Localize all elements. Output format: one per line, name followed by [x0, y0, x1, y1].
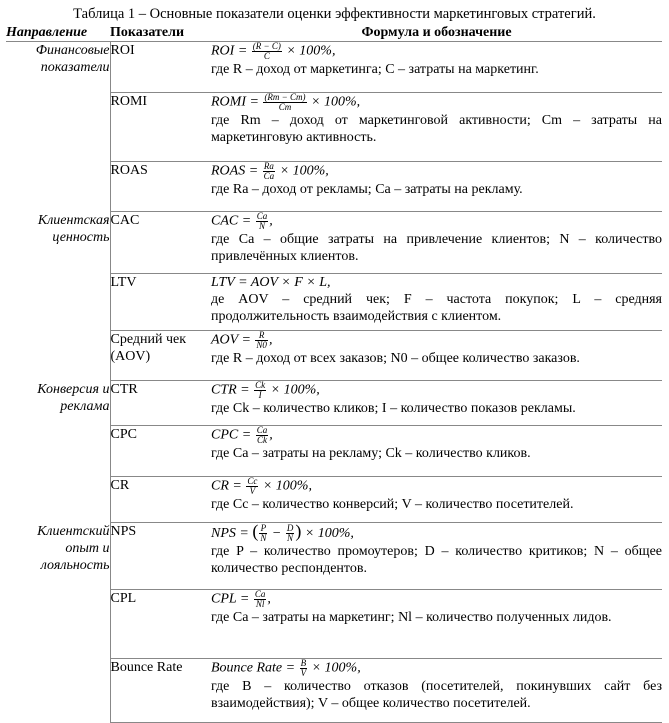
formula-cell: [211, 212, 662, 274]
formula: CPL = $\frac{Ca}{Nl}$ ,: [211, 589, 271, 609]
table-row: [6, 523, 662, 590]
formula-description: где Ca – общие затраты на привлечение клиентов; N – количество привлечённых клиентов.: [211, 232, 662, 264]
formula-cell: [211, 331, 662, 381]
header-indicators: Показатели: [110, 24, 211, 42]
fraction: $\frac{Ca}{Nl}$: [254, 589, 266, 609]
formula-description: где Ck – количество кликов; I – количество показов рекламы.: [211, 401, 576, 416]
fraction: $\frac{Ck}{I}$: [255, 380, 266, 400]
formula-cell: [211, 477, 662, 523]
fraction: $\frac{(R - C)}{C}$: [252, 41, 281, 61]
group-conversion: Конверсия и реклама: [37, 381, 110, 414]
indicator-name: NPS: [110, 523, 211, 590]
formula: AOV = $\frac{R}{N0}$ ,: [211, 330, 273, 350]
formula: ROAS = $\frac{Ra}{Ca}$ × 100%,: [211, 161, 329, 181]
group-financial: Финансовые показатели: [35, 43, 110, 75]
formula-cell: [211, 426, 662, 477]
indicator-name: CPL: [110, 590, 211, 659]
header-formula: Формула и обозначение: [211, 24, 662, 42]
formula-cell: [211, 381, 662, 426]
formula-cell: [211, 523, 662, 590]
header-direction: Направление: [6, 24, 110, 42]
fraction: $\frac{(Rm - Cm)}{Cm}$: [264, 92, 306, 112]
indicator-name: ROI: [110, 42, 211, 93]
formula: ROMI = $\frac{(Rm - Cm)}{Cm}$ × 100%,: [211, 92, 361, 112]
formula: NPS = ( $\frac{P}{N}$ − $\frac{D}{N}$ ) × 100%,: [211, 521, 354, 544]
indicator-name: CR: [110, 477, 211, 523]
fraction: $\frac{D}{N}$: [286, 523, 294, 544]
fraction: $\frac{Ra}{Ca}$: [263, 161, 275, 181]
indicator-name: Средний чек (AOV): [110, 331, 211, 381]
formula-cell: [211, 42, 662, 93]
indicator-name: ROAS: [110, 162, 211, 212]
formula-description: где R – доход от всех заказов; N0 – общее количество заказов.: [211, 351, 580, 366]
formula-description: где Ca – затраты на маркетинг; Nl – количество полученных лидов.: [211, 610, 612, 625]
formula: Bounce Rate = $\frac{B}{V}$ × 100%,: [211, 658, 361, 678]
indicator-name: Bounce Rate: [110, 659, 211, 723]
formula-description: де AOV – средний чек; F – частота покупок; L – средняя продолжительность взаимодействия с клиентом.: [211, 292, 662, 324]
fraction: $\frac{Cc}{V}$: [247, 476, 258, 496]
formula-description: где Cc – количество конверсий; V – количество посетителей.: [211, 497, 574, 512]
fraction: $\frac{Ca}{N}$: [256, 211, 268, 231]
formula-cell: [211, 590, 662, 659]
formula-description: где B – количество отказов (посетителей, покинувших сайт без взаимодействия); V – общее количество посетителей.: [211, 679, 662, 711]
table-row: [6, 212, 662, 274]
formula-cell: [211, 162, 662, 212]
formula: CR = $\frac{Cc}{V}$ × 100%,: [211, 476, 312, 496]
formula: ROI = $\frac{(R - C)}{C}$ × 100%,: [211, 41, 336, 61]
formula-description: где Ca – затраты на рекламу; Ck – количество кликов.: [211, 446, 531, 461]
fraction: $\frac{P}{N}$: [260, 523, 267, 544]
indicator-name: ROMI: [110, 93, 211, 162]
formula-description: где P – количество промоутеров; D – количество критиков; N – общее количество респондентов.: [211, 544, 662, 577]
formula: CTR = $\frac{Ck}{I}$ × 100%,: [211, 380, 320, 400]
formula-cell: [211, 93, 662, 162]
table-caption: Таблица 1 – Основные показатели оценки эффективности маркетинговых стратегий.: [73, 6, 596, 22]
formula: CAC = $\frac{Ca}{N}$ ,: [211, 211, 273, 231]
formula-description: где Ra – доход от рекламы; Ca – затраты на рекламу.: [211, 182, 523, 197]
table-row: [6, 42, 662, 93]
fraction: $\frac{Ca}{Ck}$: [256, 425, 268, 445]
fraction: $\frac{B}{V}$: [300, 658, 307, 678]
indicators-table: [6, 24, 662, 723]
indicator-name: CTR: [110, 381, 211, 426]
table-row: [6, 381, 662, 426]
formula: CPC = $\frac{Ca}{Ck}$ ,: [211, 425, 273, 445]
formula-cell: [211, 659, 662, 723]
group-client-value: Клиентская ценность: [37, 212, 110, 245]
formula-cell: [211, 274, 662, 331]
indicator-name: LTV: [110, 274, 211, 331]
formula: LTV = AOV × F × L,: [211, 275, 331, 290]
table-header-row: [6, 24, 662, 42]
indicator-name: CAC: [110, 212, 211, 274]
formula-description: где Rm – доход от маркетинговой активности; Cm – затраты на маркетинговую активность.: [211, 113, 662, 145]
fraction: $\frac{R}{N0}$: [256, 330, 267, 350]
formula-description: где R – доход от маркетинга; C – затраты на маркетинг.: [211, 62, 539, 77]
group-experience: Клиентский опыт и лояльность: [37, 523, 110, 573]
indicator-name: CPC: [110, 426, 211, 477]
